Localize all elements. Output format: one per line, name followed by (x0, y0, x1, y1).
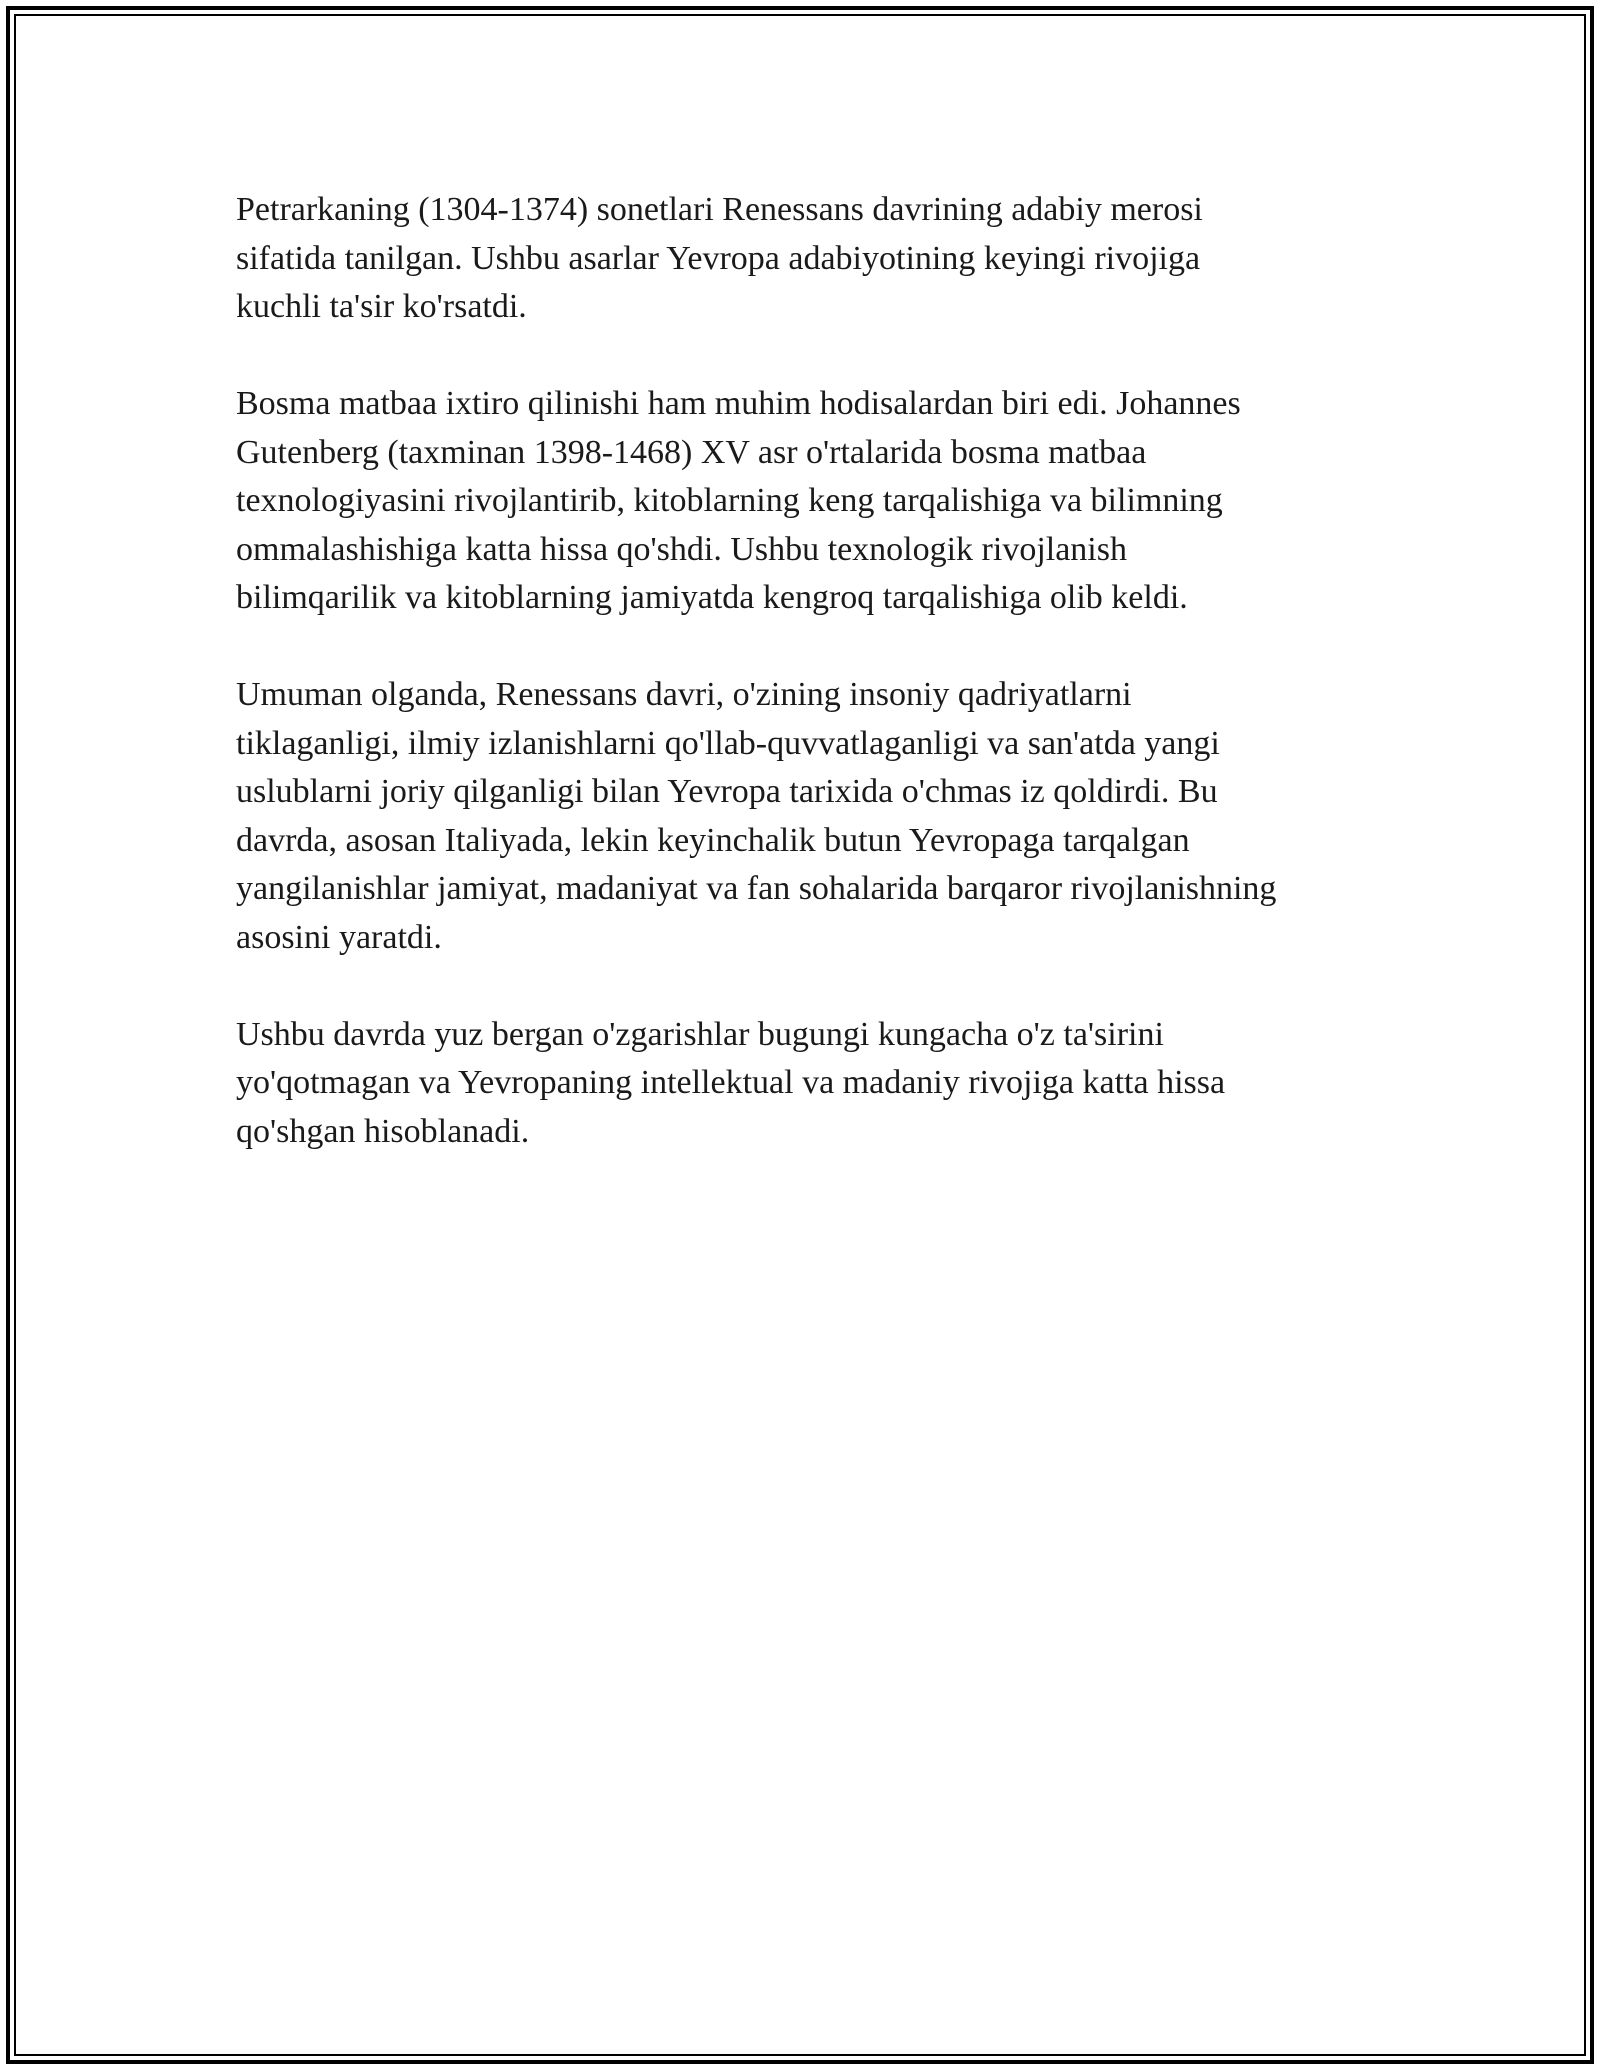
text-line: uslublarni joriy qilganligi bilan Yevropa tarixida o'chmas iz qoldirdi. Bu (236, 773, 1218, 810)
text-line: bilimqarilik va kitoblarning jamiyatda kengroq tarqalishiga olib keldi. (236, 579, 1188, 616)
paragraph-conclusion (236, 1011, 1386, 1157)
text-line: Gutenberg (taxminan 1398-1468) XV asr o'rtalarida bosma matbaa (236, 433, 1147, 471)
text-line: Umuman olganda, Renessans davri, o'zining insoniy qadriyatlarni (236, 676, 1132, 713)
text-line: kuchli ta'sir ko'rsatdi. (236, 288, 527, 325)
text-line: yangilanishlar jamiyat, madaniyat va fan sohalarida barqaror rivojlanishning (236, 870, 1277, 907)
paragraph-gutenberg (236, 380, 1386, 623)
text-line: sifatida tanilgan. Ushbu asarlar Yevropa adabiyotining keyingi rivojiga (236, 239, 1201, 277)
text-line: tiklaganligi, ilmiy izlanishlarni qo'llab-quvvatlaganligi va san'atda yangi (236, 724, 1220, 762)
text-line: texnologiyasini rivojlantirib, kitoblarning keng tarqalishiga va bilimning (236, 482, 1223, 519)
text-line: Bosma matbaa ixtiro qilinishi ham muhim hodisalardan biri edi. Johannes (236, 385, 1241, 422)
text-line: davrda, asosan Italiyada, lekin keyinchalik butun Yevropaga tarqalgan (236, 821, 1190, 859)
paragraph-petrarka (236, 186, 1386, 332)
text-line: Ushbu davrda yuz bergan o'zgarishlar bugungi kungacha o'z ta'sirini (236, 1015, 1164, 1053)
document-body (236, 186, 1386, 1205)
text-line: qo'shgan hisoblanadi. (236, 1112, 530, 1150)
text-line: Petrarkaning (1304-1374) sonetlari Renessans davrining adabiy merosi (236, 191, 1203, 228)
paragraph-renaissance-summary (236, 671, 1386, 962)
text-line: ommalashishiga katta hissa qo'shdi. Ushbu texnologik rivojlanish (236, 530, 1127, 568)
text-line: asosini yaratdi. (236, 918, 442, 956)
text-line: yo'qotmagan va Yevropaning intellektual va madaniy rivojiga katta hissa (236, 1064, 1226, 1101)
